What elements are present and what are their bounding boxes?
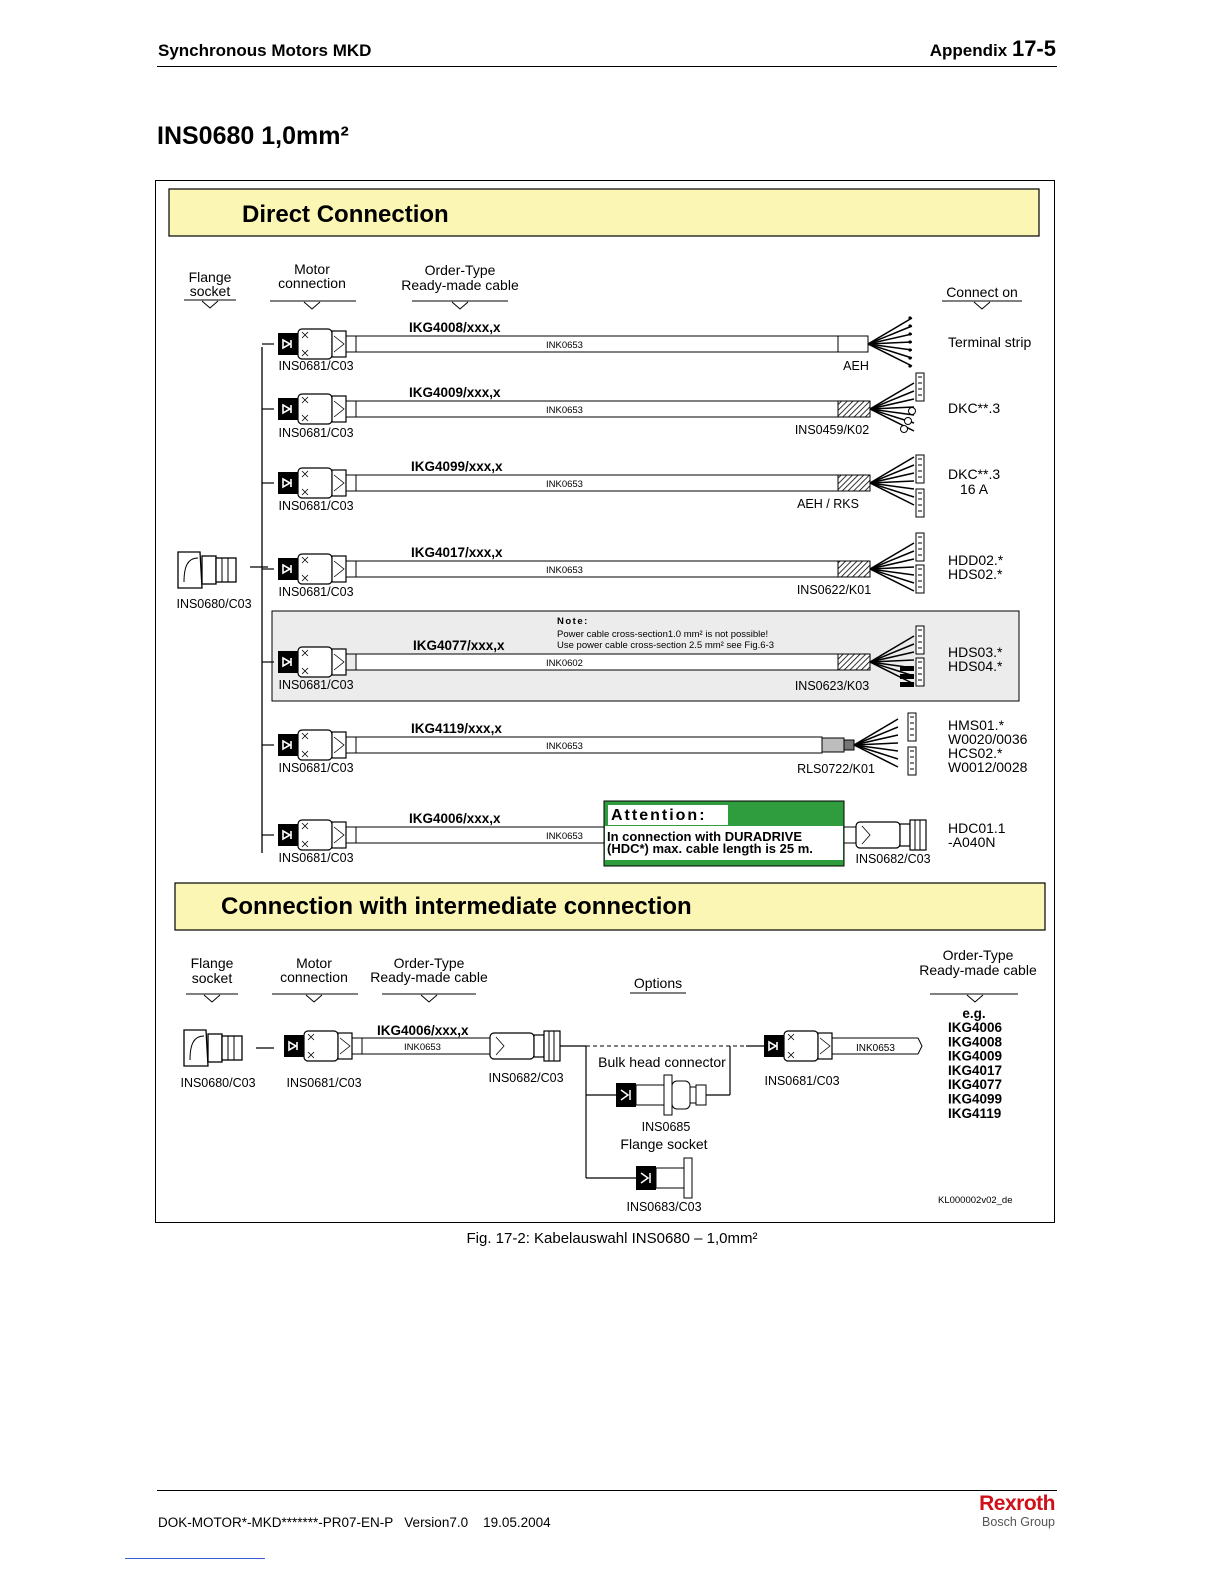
motor-connector — [278, 329, 356, 359]
intermediate-title: Connection with intermediate connection — [221, 893, 692, 920]
brand-name: Rexroth — [979, 1492, 1055, 1515]
int-col-order-line2: Ready-made cable — [370, 969, 488, 985]
ring-terminal — [905, 418, 912, 425]
eg-list-item: IKG4008 — [948, 1034, 1003, 1050]
wire-type-label: INK0653 — [546, 405, 583, 416]
wire-end — [908, 316, 911, 319]
direct-rows — [262, 316, 1031, 866]
cable-shield — [838, 401, 870, 417]
cable-shield — [838, 475, 870, 491]
header-right — [930, 36, 1056, 62]
direct-col-order-line2: Ready-made cable — [401, 277, 519, 293]
wire-fan — [854, 719, 898, 767]
int-col-motor-line2: connection — [280, 969, 348, 985]
header-left: Synchronous Motors MKD — [158, 41, 372, 60]
note-title: Note: — [557, 616, 589, 627]
brand-sub: Bosch Group — [982, 1515, 1055, 1529]
cable-type-label: IKG4008/xxx,x — [409, 320, 501, 335]
wire-fan — [868, 318, 912, 366]
direct-row — [262, 316, 1031, 373]
cable-type-label: IKG4099/xxx,x — [411, 459, 503, 474]
cable-shield — [838, 561, 870, 577]
connect-on-label: HMS01.* — [948, 717, 1005, 733]
eg-list — [948, 1020, 1003, 1121]
direct-col-motor-line2: connection — [278, 275, 346, 291]
int-col-motor — [272, 955, 358, 1002]
wire-fan — [870, 457, 914, 505]
direct-row — [262, 713, 1028, 776]
wire-end — [908, 364, 911, 367]
heat-shrink-end — [844, 740, 854, 750]
attention-line1: In connection with DURADRIVE — [607, 829, 802, 844]
motor-connector — [278, 394, 356, 424]
figure-frame — [155, 180, 1055, 1223]
plug-strip — [916, 455, 924, 483]
connect-on-label: HDS02.* — [948, 566, 1003, 582]
bulkhead-connector — [616, 1075, 706, 1115]
connect-on-label: W0012/0028 — [948, 759, 1028, 775]
motor-connector-label: INS0681/C03 — [278, 851, 354, 865]
ferrule — [900, 682, 914, 687]
wire-end — [908, 340, 911, 343]
wire-type-label: INK0653 — [546, 479, 583, 490]
cable-type-label: IKG4017/xxx,x — [411, 545, 503, 560]
end-part-label: INS0682/C03 — [855, 852, 931, 866]
motor-connector-label: INS0681/C03 — [278, 761, 354, 775]
int-coupling — [490, 1031, 560, 1061]
eg-title: e.g. — [962, 1006, 986, 1021]
direct-row — [262, 373, 1000, 440]
cable-type-label: IKG4077/xxx,x — [413, 638, 505, 653]
motor-connector-label: INS0681/C03 — [278, 678, 354, 692]
int-flange-label: INS0680/C03 — [180, 1076, 256, 1090]
flange-socket-option-label: INS0683/C03 — [626, 1200, 702, 1214]
int-motor-connector — [284, 1031, 362, 1061]
connect-on-label: 16 A — [960, 481, 989, 497]
end-part-label: RLS0722/K01 — [797, 762, 875, 776]
ring-terminal — [901, 426, 908, 433]
end-part-label: AEH / RKS — [797, 497, 859, 511]
motor-connector — [278, 730, 356, 760]
int-col-order-right-line2: Ready-made cable — [919, 962, 1037, 978]
end-part-label: INS0622/K01 — [796, 583, 872, 597]
footer-rule — [157, 1490, 1057, 1491]
int-motor-label: INS0681/C03 — [286, 1076, 362, 1090]
plug-strip — [916, 565, 924, 593]
connect-on-label: HDS04.* — [948, 658, 1003, 674]
cable-body — [356, 475, 838, 491]
ferrule — [900, 674, 914, 679]
int-coupling-label: INS0682/C03 — [488, 1071, 564, 1085]
drawing-id: KL000002v02_de — [938, 1195, 1013, 1206]
brand-logo — [979, 1493, 1055, 1529]
int-col-order-line1: Order-Type — [393, 955, 465, 971]
eg-list-item: IKG4006 — [948, 1020, 1003, 1035]
eg-list-item: IKG4077 — [948, 1077, 1003, 1093]
footer-doc: DOK-MOTOR*-MKD*******-PR07-EN-P Version7.0 19.05.2004 — [158, 1515, 551, 1530]
footer-link-underline — [125, 1558, 265, 1559]
direct-row — [262, 533, 1004, 599]
cable-body — [356, 401, 838, 417]
direct-col-motor-line1: Motor — [294, 261, 330, 277]
connect-on-label: DKC**.3 — [948, 400, 1001, 416]
motor-connector — [278, 554, 356, 584]
connect-on-label: W0020/0036 — [948, 731, 1028, 747]
direct-col-order-line1: Order-Type — [424, 262, 496, 278]
direct-title: Direct Connection — [242, 201, 449, 228]
int-col-order-right-line1: Order-Type — [942, 947, 1014, 963]
cable-type-label: IKG4119/xxx,x — [411, 721, 502, 736]
figure-caption: Fig. 17-2: Kabelauswahl INS0680 – 1,0mm² — [466, 1230, 758, 1247]
wire-type-label: INK0653 — [546, 741, 583, 752]
direct-col-motor — [270, 261, 356, 309]
ferrule — [900, 666, 914, 671]
int-col-options — [630, 975, 686, 993]
ring-terminal — [909, 408, 916, 415]
wire-type-label: INK0602 — [546, 658, 583, 669]
direct-col-flange — [184, 269, 236, 308]
direct-col-flange-line1: Flange — [188, 269, 232, 285]
wire-type-label: INK0653 — [546, 340, 583, 351]
int-wire: INK0653 — [404, 1042, 441, 1053]
direct-row — [262, 455, 1000, 517]
int-cable-type: IKG4006/xxx,x — [377, 1023, 469, 1038]
int-col-flange-line1: Flange — [190, 955, 234, 971]
plug-strip — [908, 747, 916, 775]
direct-col-connect — [942, 284, 1022, 309]
header-rule — [157, 66, 1057, 67]
int-col-flange-line2: socket — [191, 970, 233, 986]
motor-connector-label: INS0681/C03 — [278, 499, 354, 513]
direct-flange-socket — [178, 552, 236, 588]
wire-end — [908, 324, 911, 327]
end-part-label: INS0459/K02 — [794, 423, 870, 437]
note-line2: Use power cable cross-section 2.5 mm² see Fig.6-3 — [557, 640, 774, 651]
connect-on-label: HDD02.* — [948, 552, 1004, 568]
motor-connector — [278, 647, 356, 677]
plug-strip — [916, 373, 924, 401]
cable-body — [356, 737, 822, 753]
header-appendix-label: Appendix — [929, 41, 1008, 60]
wire-fan — [870, 543, 914, 591]
note-line1: Power cable cross-section1.0 mm² is not possible! — [557, 629, 769, 640]
wire-end — [908, 348, 911, 351]
int-col-motor-line1: Motor — [296, 955, 332, 971]
connect-on-label: -A040N — [948, 834, 996, 850]
page-title: INS0680 1,0mm² — [157, 122, 349, 150]
plug-strip — [916, 533, 924, 561]
bulkhead-title: Bulk head connector — [598, 1054, 726, 1070]
plug-strip — [908, 713, 916, 741]
int-motor-connector-2 — [764, 1031, 842, 1061]
wire-end — [908, 332, 911, 335]
cable-selection-diagram — [156, 181, 1053, 1221]
motor-connector — [278, 468, 356, 498]
motor-connector-label: INS0681/C03 — [278, 359, 354, 373]
attention-line2: (HDC*) max. cable length is 25 m. — [607, 841, 813, 856]
cable-type-label: IKG4009/xxx,x — [409, 385, 501, 400]
connect-on-label: HDS03.* — [948, 644, 1003, 660]
motor-connector-label: INS0681/C03 — [278, 426, 354, 440]
coupling-connector — [856, 820, 926, 850]
connect-on-label: Terminal strip — [948, 334, 1032, 350]
direct-col-order — [401, 262, 519, 309]
connect-on-label: HCS02.* — [948, 745, 1003, 761]
int-col-order-right — [919, 947, 1037, 1002]
plug-strip — [916, 489, 924, 517]
header-page-number: 17-5 — [1011, 36, 1056, 61]
cable-sleeve — [838, 336, 868, 352]
heat-shrink — [822, 738, 844, 752]
connect-on-label: HDC01.1 — [948, 820, 1006, 836]
cable-shield — [838, 654, 870, 670]
cable-body — [356, 561, 838, 577]
eg-list-item: IKG4119 — [948, 1105, 1002, 1121]
attention-title: Attention: — [611, 807, 707, 824]
cable-type-label: IKG4006/xxx,x — [409, 811, 501, 826]
cable-body — [356, 654, 838, 670]
int-col-order — [370, 955, 488, 1002]
motor-connector-label: INS0681/C03 — [278, 585, 354, 599]
eg-list-item: IKG4009 — [948, 1048, 1003, 1064]
end-part-label: INS0623/K03 — [794, 679, 870, 693]
flange-socket-option — [636, 1158, 692, 1198]
bulkhead-label: INS0685 — [641, 1120, 691, 1134]
flange-socket-option-title: Flange socket — [620, 1136, 708, 1152]
direct-col-flange-line2: socket — [189, 283, 231, 299]
plug-strip — [916, 626, 924, 654]
cable-body — [356, 336, 838, 352]
int-flange-socket — [184, 1030, 242, 1066]
wire-type-label: INK0653 — [546, 831, 583, 842]
connect-on-label: DKC**.3 — [948, 466, 1001, 482]
eg-list-item: IKG4017 — [948, 1062, 1003, 1078]
motor-connector — [278, 820, 356, 850]
int-col-options-label: Options — [633, 975, 683, 991]
direct-flange-socket-label: INS0680/C03 — [176, 597, 252, 611]
end-part-label: AEH — [843, 359, 869, 373]
int-motor2-label: INS0681/C03 — [764, 1074, 840, 1088]
wire-type-label: INK0653 — [546, 565, 583, 576]
int-wire-2: INK0653 — [856, 1043, 895, 1054]
int-col-flange — [186, 955, 238, 1002]
direct-col-connect-label: Connect on — [946, 284, 1018, 300]
wire-end — [908, 356, 911, 359]
eg-list-item: IKG4099 — [948, 1091, 1003, 1107]
plug-strip — [916, 658, 924, 686]
